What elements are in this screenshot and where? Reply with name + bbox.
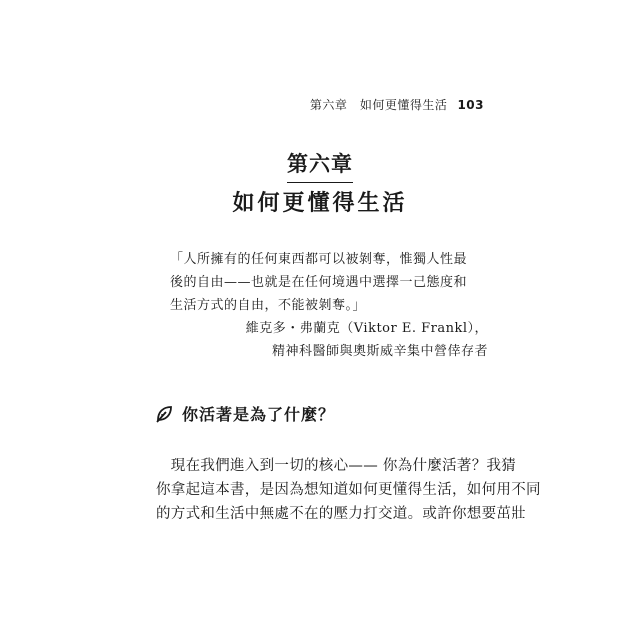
leaf-icon bbox=[154, 404, 174, 424]
epigraph-line: 「人所擁有的任何東西都可以被剝奪，惟獨人性最 bbox=[170, 252, 468, 267]
chapter-title: 如何更懂得生活 bbox=[232, 190, 408, 216]
epigraph-attribution-role: 精神科醫師與奧斯威辛集中營倖存者 bbox=[271, 344, 488, 359]
epigraph-line: 後的自由——也就是在任何境遇中選擇一己態度和 bbox=[170, 275, 468, 290]
chapter-label bbox=[0, 148, 640, 183]
epigraph bbox=[170, 248, 490, 363]
epigraph-attribution-name: 維克多・弗蘭克（Viktor E. Frankl）， bbox=[245, 321, 488, 336]
body-paragraph bbox=[156, 454, 541, 526]
body-line: 你拿起這本書，是因為想知道如何更懂得生活，如何用不同 bbox=[156, 482, 541, 498]
body-line: 現在我們進入到一切的核心—— 你為什麼活著？我猜 bbox=[156, 458, 517, 474]
section-heading-text: 你活著是為了什麼？ bbox=[182, 405, 336, 424]
chapter-label-text: 第六章 bbox=[287, 148, 353, 183]
epigraph-line: 生活方式的自由，不能被剝奪。」 bbox=[170, 298, 367, 313]
running-title: 第六章 如何更懂得生活 bbox=[309, 98, 448, 112]
running-header bbox=[310, 96, 484, 113]
body-line: 的方式和生活中無處不在的壓力打交道。或許你想要茁壯 bbox=[156, 506, 526, 522]
page-number: 103 bbox=[457, 98, 484, 112]
section-heading bbox=[154, 402, 335, 425]
